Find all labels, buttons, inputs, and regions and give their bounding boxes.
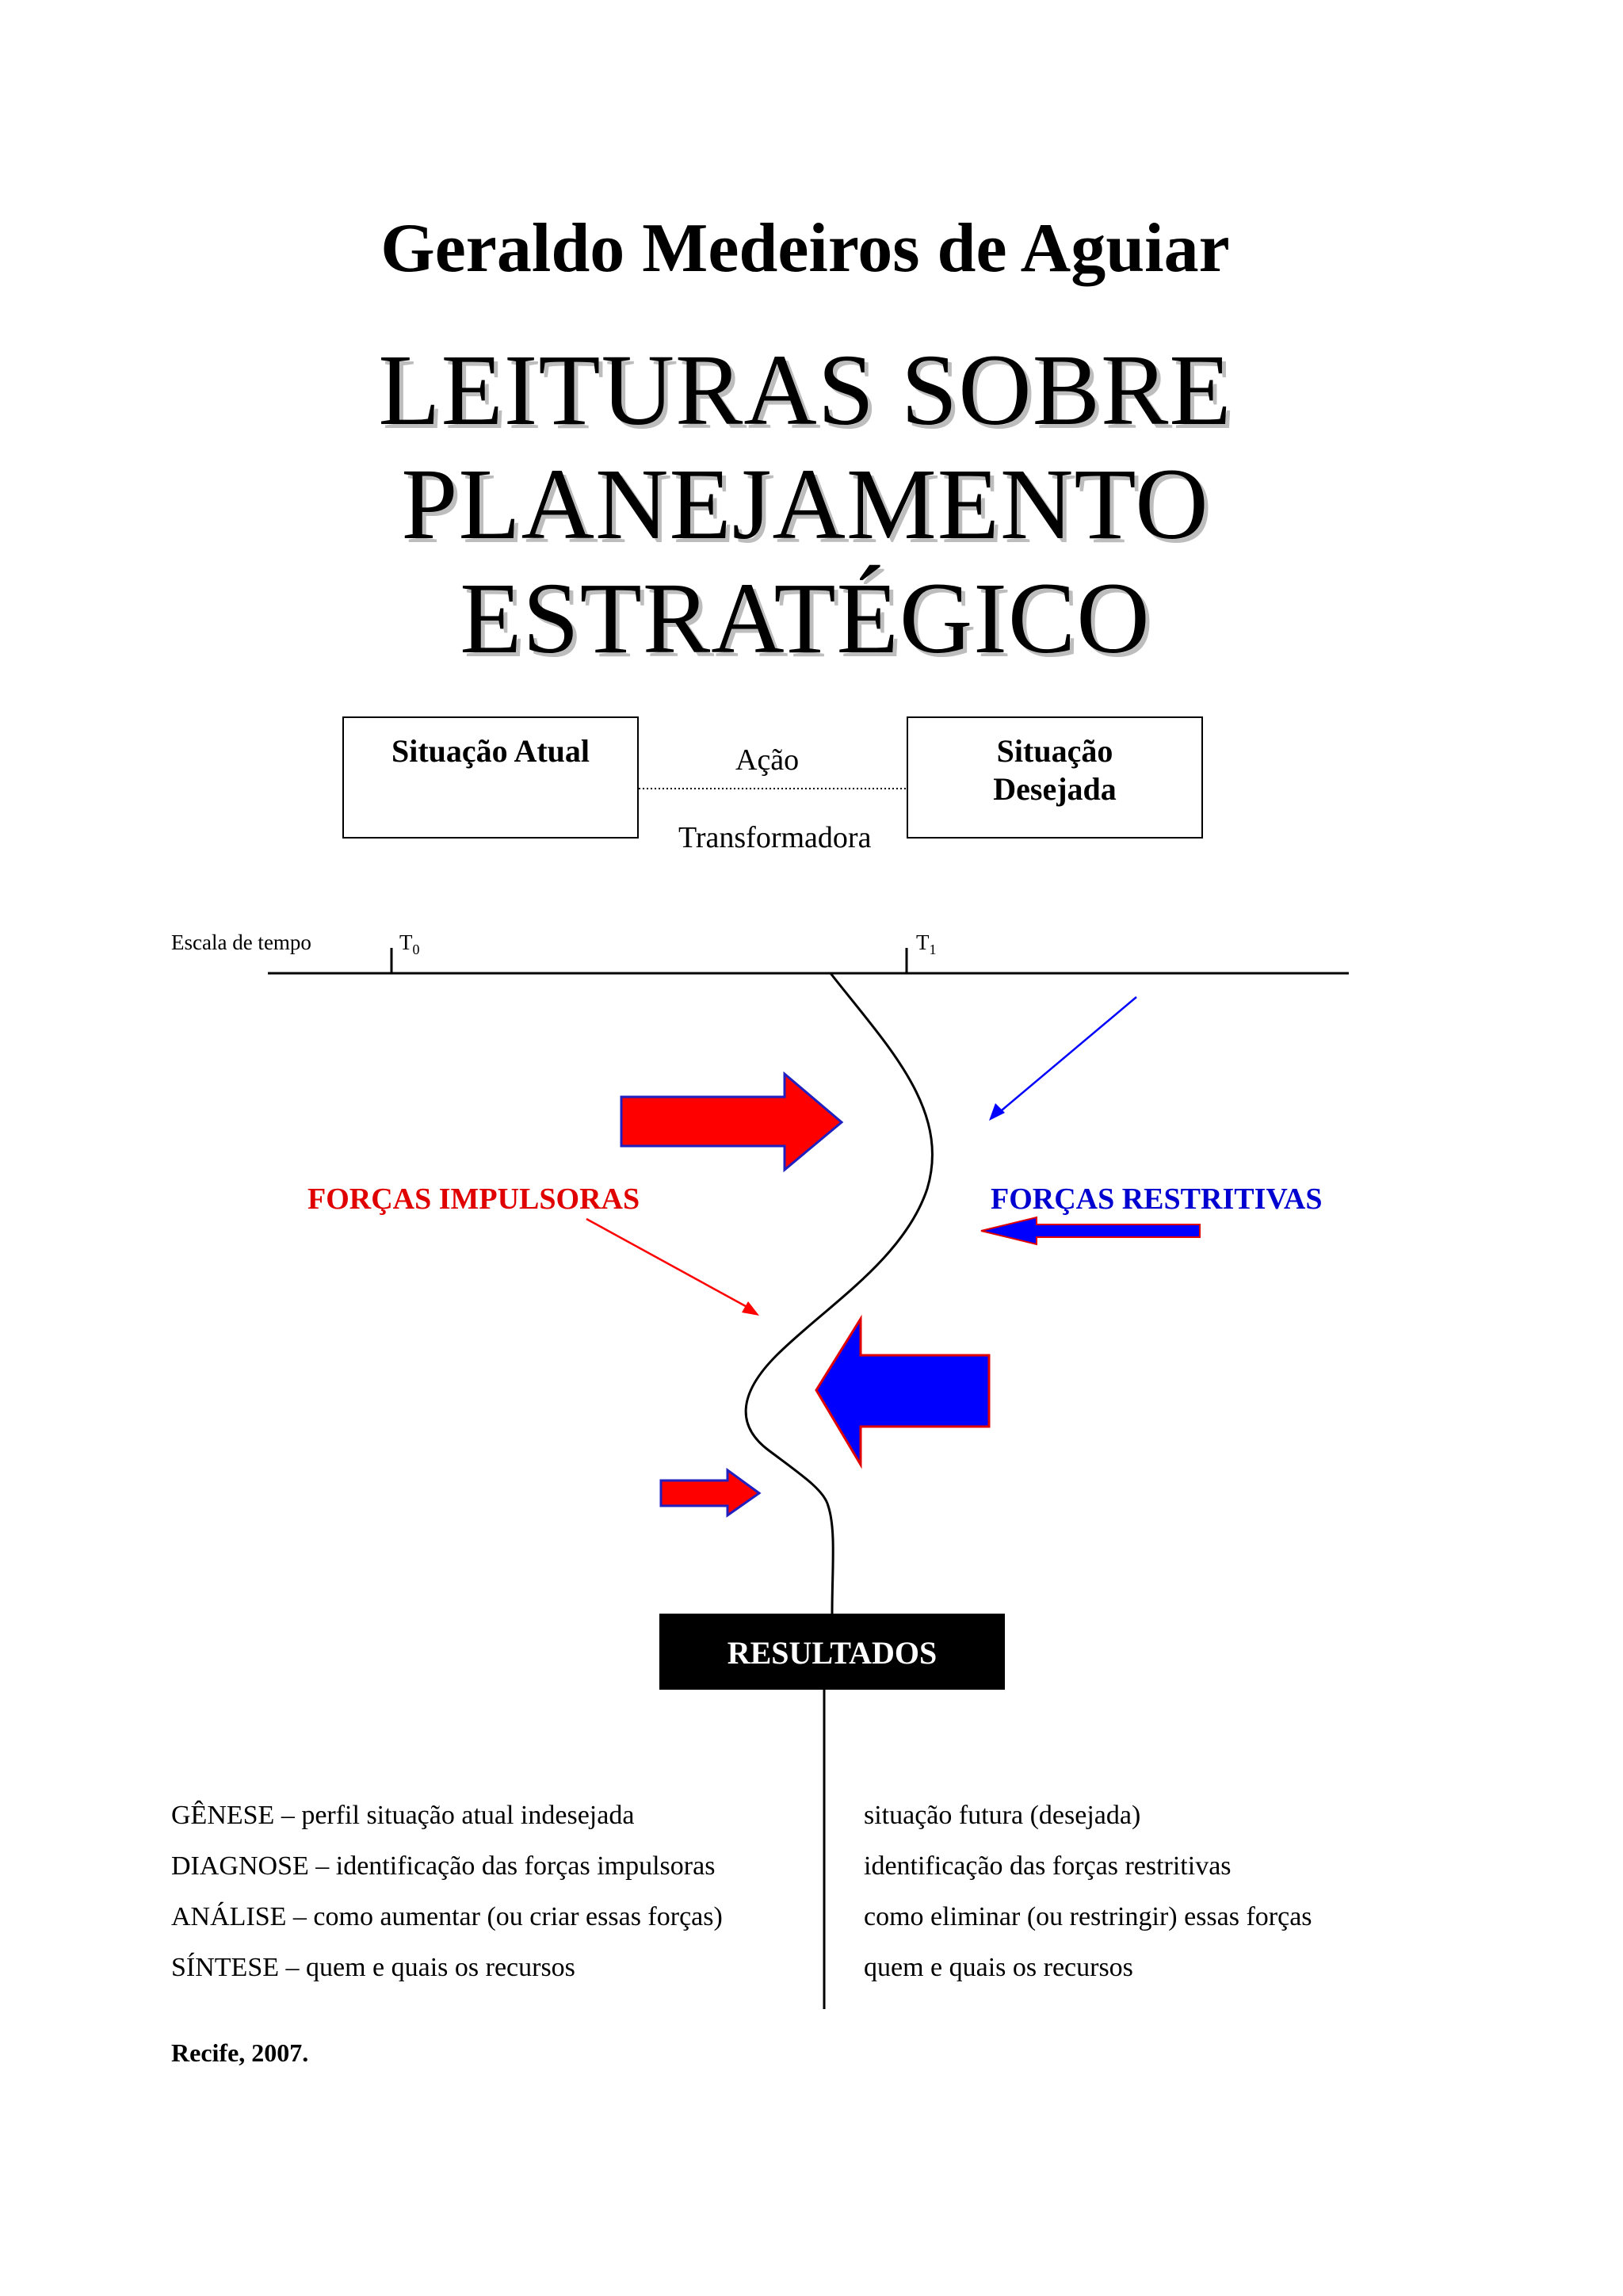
t1-subscript: 1 bbox=[929, 942, 937, 957]
desired-state-box bbox=[907, 716, 1203, 839]
left-row-sintese: SÍNTESE – quem e quais os recursos bbox=[171, 1953, 575, 1982]
driving-force-arrow-large bbox=[621, 1074, 842, 1170]
restraining-forces-label: FORÇAS RESTRITIVAS bbox=[991, 1182, 1323, 1216]
left-row-genese: GÊNESE – perfil situação atual indesejada bbox=[171, 1801, 635, 1830]
driving-force-arrow-small bbox=[661, 1470, 759, 1515]
t0-subscript: 0 bbox=[412, 942, 420, 957]
driving-pointer-head bbox=[742, 1301, 759, 1316]
driving-pointer-line bbox=[586, 1219, 751, 1309]
t0-letter: T bbox=[399, 930, 413, 954]
desired-state-label: Situação Desejada bbox=[993, 733, 1117, 807]
t1-label bbox=[916, 932, 937, 957]
results-box bbox=[659, 1614, 1005, 1690]
driving-forces-label: FORÇAS IMPULSORAS bbox=[307, 1182, 640, 1216]
left-row-analise: ANÁLISE – como aumentar (ou criar essas forças) bbox=[171, 1902, 723, 1931]
t1-letter: T bbox=[916, 930, 930, 954]
change-curve bbox=[746, 973, 932, 1614]
current-state-label: Situação Atual bbox=[391, 733, 590, 769]
restraining-pointer-line bbox=[997, 997, 1136, 1114]
right-row-4: quem e quais os recursos bbox=[864, 1953, 1133, 1982]
t0-label bbox=[399, 932, 420, 957]
restraining-force-arrow-large bbox=[816, 1319, 989, 1465]
restraining-force-arrow-thin bbox=[981, 1217, 1200, 1244]
action-label-top: Ação bbox=[735, 743, 800, 777]
action-label-bottom: Transformadora bbox=[678, 821, 872, 854]
right-row-2: identificação das forças restritivas bbox=[864, 1851, 1232, 1881]
right-row-3: como eliminar (ou restringir) essas forças bbox=[864, 1902, 1312, 1931]
title-line-2: PLANEJAMENTO bbox=[401, 448, 1209, 560]
author-name: Geraldo Medeiros de Aguiar bbox=[380, 210, 1230, 287]
title-line-3: ESTRATÉGICO bbox=[460, 562, 1151, 674]
right-row-1: situação futura (desejada) bbox=[864, 1801, 1141, 1830]
title-line-1: LEITURAS SOBRE bbox=[378, 334, 1232, 446]
time-scale-label: Escala de tempo bbox=[171, 930, 311, 954]
left-row-diagnose: DIAGNOSE – identificação das forças impulsoras bbox=[171, 1851, 716, 1881]
results-label: RESULTADOS bbox=[727, 1635, 938, 1671]
place-date: Recife, 2007. bbox=[171, 2038, 309, 2067]
restraining-pointer-head bbox=[989, 1103, 1005, 1121]
current-state-box bbox=[342, 716, 639, 839]
